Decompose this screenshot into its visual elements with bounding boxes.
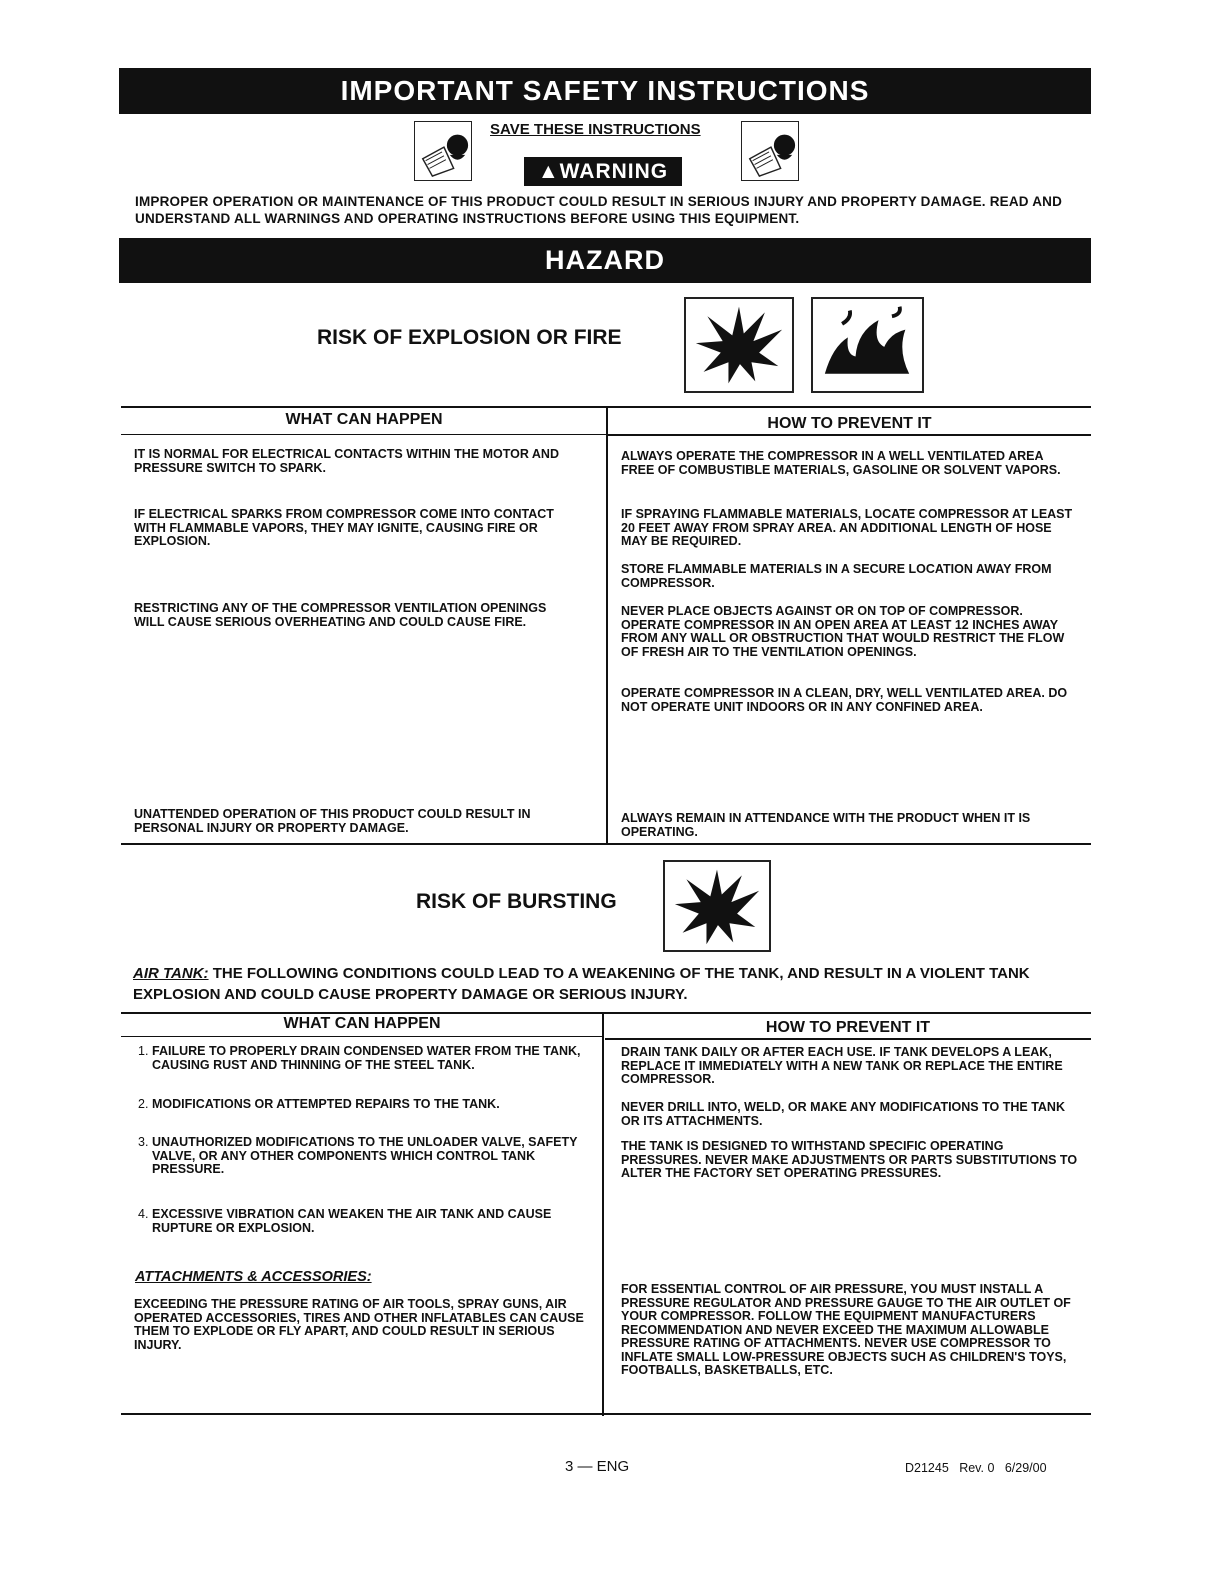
- table-column-divider: [602, 1014, 604, 1416]
- hazard-item: UNATTENDED OPERATION OF THIS PRODUCT COULD RESULT IN PERSONAL INJURY OR PROPERTY DAMAGE.: [134, 807, 531, 835]
- warning-label: [524, 157, 682, 186]
- save-instructions-heading: SAVE THESE INSTRUCTIONS: [490, 121, 701, 138]
- hazard-item: EXCEEDING THE PRESSURE RATING OF AIR TOOLS, SPRAY GUNS, AIR OPERATED ACCESSORIES, TIRES AND OTHER INFLATABLES CAN CAUSE THEM TO EXPLODE OR FLY APART, AND COULD RESULT IN SERIOUS INJURY.: [134, 1297, 584, 1352]
- table-header-rule: [121, 434, 607, 435]
- hazard-item: [138, 1044, 582, 1072]
- item-text: UNAUTHORIZED MODIFICATIONS TO THE UNLOADER VALVE, SAFETY VALVE, OR ANY OTHER COMPONENTS WHICH CONTROL TANK PRESSURE.: [152, 1135, 578, 1176]
- item-number: 4.: [138, 1207, 149, 1221]
- explosion-icon: [663, 860, 771, 952]
- attachments-heading: ATTACHMENTS & ACCESSORIES:: [135, 1269, 372, 1285]
- air-tank-label: AIR TANK:: [133, 965, 209, 982]
- item-number: 3.: [138, 1135, 149, 1149]
- table-top-rule: [121, 1012, 1091, 1014]
- hazard-banner: HAZARD: [119, 238, 1091, 283]
- prevention-item: STORE FLAMMABLE MATERIALS IN A SECURE LOCATION AWAY FROM COMPRESSOR.: [621, 562, 1052, 590]
- prevention-item: DRAIN TANK DAILY OR AFTER EACH USE. IF TANK DEVELOPS A LEAK, REPLACE IT IMMEDIATELY WITH A NEW TANK OR REPLACE THE ENTIRE COMPRESSOR.: [621, 1045, 1063, 1086]
- warning-triangle-icon: ▲: [537, 160, 560, 183]
- column-heading-what-can-happen: WHAT CAN HAPPEN: [285, 411, 443, 428]
- column-heading-how-to-prevent: HOW TO PREVENT IT: [767, 415, 932, 432]
- hazard-item: [138, 1135, 582, 1177]
- item-text: MODIFICATIONS OR ATTEMPTED REPAIRS TO THE TANK.: [152, 1097, 500, 1111]
- document-revision: D21245 Rev. 0 6/29/00: [905, 1461, 1047, 1475]
- explosion-fire-title: RISK OF EXPLOSION OR FIRE: [317, 326, 622, 349]
- prevention-item: ALWAYS REMAIN IN ATTENDANCE WITH THE PRODUCT WHEN IT IS OPERATING.: [621, 811, 1031, 839]
- table-header-rule: [121, 1036, 604, 1037]
- fire-icon: [811, 297, 924, 393]
- item-text: EXCESSIVE VIBRATION CAN WEAKEN THE AIR TANK AND CAUSE RUPTURE OR EXPLOSION.: [152, 1207, 552, 1235]
- air-tank-text: THE FOLLOWING CONDITIONS COULD LEAD TO A WEAKENING OF THE TANK, AND RESULT IN A VIOLENT TANK EXPLOSION AND COULD CAUSE PROPERTY DAMAGE OR SERIOUS INJURY.: [133, 965, 1030, 1003]
- prevention-item: ALWAYS OPERATE THE COMPRESSOR IN A WELL VENTILATED AREA FREE OF COMBUSTIBLE MATERIALS, GASOLINE OR SOLVENT VAPORS.: [621, 449, 1061, 477]
- read-manual-icon: [741, 121, 799, 181]
- warning-text: IMPROPER OPERATION OR MAINTENANCE OF THIS PRODUCT COULD RESULT IN SERIOUS INJURY AND PROPERTY DAMAGE. READ AND UNDERSTAND ALL WARNINGS AND OPERATING INSTRUCTIONS BEFORE USING THIS EQUIPMENT.: [135, 194, 1063, 226]
- column-heading-what-can-happen: WHAT CAN HAPPEN: [283, 1015, 441, 1032]
- item-number: 2.: [138, 1097, 149, 1111]
- prevention-item: THE TANK IS DESIGNED TO WITHSTAND SPECIFIC OPERATING PRESSURES. NEVER MAKE ADJUSTMENTS OR PARTS SUBSTITUTIONS TO ALTER THE FACTORY SET OPERATING PRESSURES.: [621, 1139, 1078, 1180]
- table-bottom-rule: [121, 843, 1091, 845]
- item-text: FAILURE TO PROPERLY DRAIN CONDENSED WATER FROM THE TANK, CAUSING RUST AND THINNING OF THE STEEL TANK.: [152, 1044, 581, 1072]
- safety-instructions-banner: IMPORTANT SAFETY INSTRUCTIONS: [119, 68, 1091, 114]
- hazard-item: [138, 1097, 592, 1112]
- page-number: 3 — ENG: [565, 1458, 630, 1475]
- hazard-item: IT IS NORMAL FOR ELECTRICAL CONTACTS WITHIN THE MOTOR AND PRESSURE SWITCH TO SPARK.: [134, 447, 559, 475]
- table-column-divider: [606, 408, 608, 844]
- air-tank-notice: [133, 963, 1083, 1005]
- hazard-item: [138, 1207, 572, 1235]
- table-bottom-rule: [121, 1413, 1091, 1415]
- hazard-item: RESTRICTING ANY OF THE COMPRESSOR VENTILATION OPENINGS WILL CAUSE SERIOUS OVERHEATING AND COULD CAUSE FIRE.: [134, 601, 547, 629]
- prevention-item: FOR ESSENTIAL CONTROL OF AIR PRESSURE, YOU MUST INSTALL A PRESSURE REGULATOR AND PRESSURE GAUGE TO THE AIR OUTLET OF YOUR COMPRESSOR. FOLLOW THE EQUIPMENT MANUFACTURERS RECOMMENDATION AND NEVER EXCEED THE MAXIMUM ALLOWABLE PRESSURE RATING OF ATTACHMENTS. NEVER USE COMPRESSOR TO INFLATE SMALL LOW-PRESSURE OBJECTS SUCH AS CHILDREN'S TOYS, FOOTBALLS, BASKETBALLS, ETC.: [621, 1282, 1071, 1377]
- table-header-rule: [605, 1038, 1091, 1040]
- prevention-item: OPERATE COMPRESSOR IN A CLEAN, DRY, WELL VENTILATED AREA. DO NOT OPERATE UNIT INDOORS OR IN ANY CONFINED AREA.: [621, 686, 1068, 714]
- prevention-item: NEVER DRILL INTO, WELD, OR MAKE ANY MODIFICATIONS TO THE TANK OR ITS ATTACHMENTS.: [621, 1100, 1065, 1128]
- read-manual-icon: [414, 121, 472, 181]
- bursting-title: RISK OF BURSTING: [416, 890, 617, 913]
- item-number: 1.: [138, 1044, 149, 1058]
- table-header-rule: [608, 434, 1091, 436]
- prevention-item: IF SPRAYING FLAMMABLE MATERIALS, LOCATE COMPRESSOR AT LEAST 20 FEET AWAY FROM SPRAY AREA. AN ADDITIONAL LENGTH OF HOSE MAY BE REQUIRED.: [621, 507, 1073, 548]
- prevention-item: NEVER PLACE OBJECTS AGAINST OR ON TOP OF COMPRESSOR. OPERATE COMPRESSOR IN AN OPEN AREA AT LEAST 12 INCHES AWAY FROM ANY WALL OR OBSTRUCTION THAT WOULD RESTRICT THE FLOW OF FRESH AIR TO THE VENTILATION OPENINGS.: [621, 604, 1065, 659]
- column-heading-how-to-prevent: HOW TO PREVENT IT: [765, 1019, 931, 1036]
- explosion-icon: [684, 297, 794, 393]
- hazard-item: IF ELECTRICAL SPARKS FROM COMPRESSOR COME INTO CONTACT WITH FLAMMABLE VAPORS, THEY MAY IGNITE, CAUSING FIRE OR EXPLOSION.: [134, 507, 554, 548]
- warning-label-text: WARNING: [559, 160, 669, 183]
